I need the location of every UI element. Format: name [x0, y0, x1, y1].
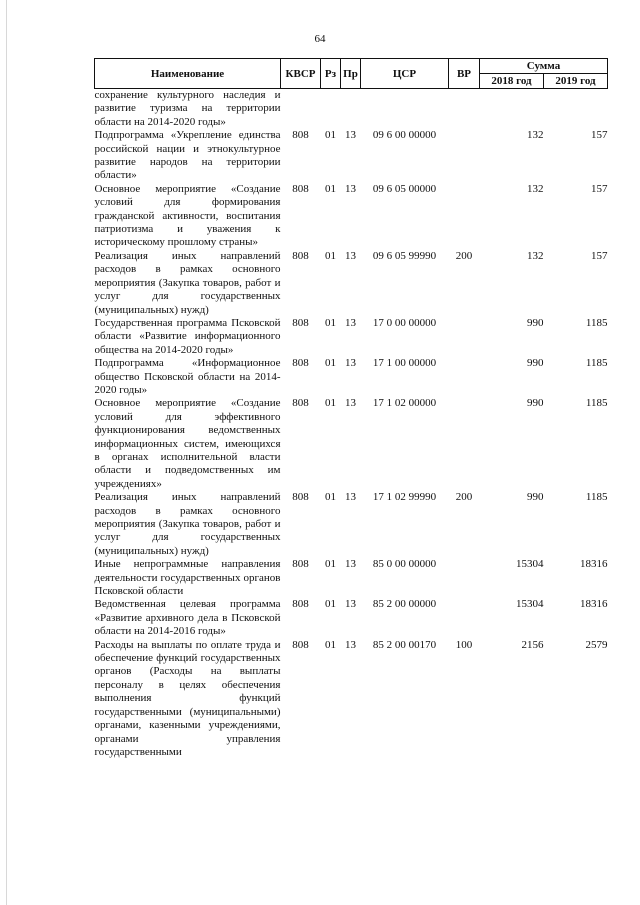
cell-2018: 2156 — [521, 638, 544, 651]
cell-2019: 18316 — [580, 598, 608, 611]
cell-vr: 200 — [455, 249, 473, 262]
header-2018: 2018 год — [480, 74, 544, 89]
cell-2019: 18316 — [580, 558, 608, 571]
cell-kvsr: 808 — [292, 638, 309, 651]
cell-2018 — [480, 89, 544, 130]
cell-vr — [449, 558, 480, 598]
cell-pr — [341, 89, 361, 130]
header-rz: Рз — [321, 59, 341, 89]
cell-2018: 15304 — [516, 598, 544, 611]
cell-name: Подпрограмма «Информационное общество Псковской области на 2014-2020 годы» — [94, 357, 281, 396]
cell-vr — [449, 129, 480, 183]
cell-pr: 13 — [345, 491, 356, 504]
cell-2019: 1185 — [585, 491, 608, 504]
header-name: Наименование — [95, 59, 281, 89]
cell-rz: 01 — [325, 316, 336, 329]
cell-name: Реализация иных направлений расходов в рамках основного мероприятия (Закупка товаров, работ и услуг для государственных (муниципальных) нужд) — [94, 249, 281, 316]
table-row — [95, 491, 608, 558]
cell-vr: 100 — [455, 638, 473, 651]
cell-csr — [361, 89, 449, 130]
cell-vr: 200 — [455, 491, 473, 504]
page-number: 64 — [314, 33, 326, 45]
cell-rz: 01 — [325, 638, 336, 651]
cell-rz: 01 — [325, 491, 336, 504]
cell-2019: 157 — [591, 249, 608, 262]
cell-rz — [321, 89, 341, 130]
header-vr: ВР — [449, 59, 480, 89]
scan-edge-line — [6, 0, 7, 905]
cell-rz: 01 — [325, 182, 336, 195]
cell-name: Подпрограмма «Укрепление единства российской нации и этнокультурное развитие народов на территории области» — [94, 129, 281, 182]
cell-rz: 01 — [325, 129, 336, 142]
cell-2019: 157 — [591, 182, 608, 195]
cell-2019 — [544, 89, 608, 130]
cell-csr: 09 6 00 00000 — [372, 129, 437, 142]
cell-kvsr: 808 — [292, 129, 309, 142]
cell-rz: 01 — [325, 249, 336, 262]
cell-2019: 157 — [591, 129, 608, 142]
cell-2018: 990 — [527, 316, 544, 329]
cell-name: Расходы на выплаты по оплате труда и обеспечение функций государственных органов (Расходы на выплаты персоналу в целях обеспечения выполнения функций государственными (муниципальными) органами, казенными учреждениями, органами управления государственными — [94, 638, 281, 758]
cell-vr — [449, 598, 480, 638]
cell-2018: 132 — [527, 129, 544, 142]
cell-2018: 990 — [527, 357, 544, 370]
cell-csr: 85 0 00 00000 — [372, 558, 437, 571]
cell-pr: 13 — [345, 558, 356, 571]
cell-2019: 1185 — [585, 316, 608, 329]
table-row — [95, 357, 608, 397]
header-kvsr: КВСР — [281, 59, 321, 89]
cell-csr: 09 6 05 00000 — [372, 182, 437, 195]
cell-pr: 13 — [345, 638, 356, 651]
cell-csr: 17 0 00 00000 — [372, 316, 437, 329]
cell-pr: 13 — [345, 249, 356, 262]
cell-vr — [449, 357, 480, 397]
table-row — [95, 129, 608, 183]
cell-kvsr: 808 — [292, 558, 309, 571]
cell-vr — [449, 317, 480, 357]
header-csr: ЦСР — [361, 59, 449, 89]
header-pr: Пр — [341, 59, 361, 89]
cell-name: Реализация иных направлений расходов в рамках основного мероприятия (Закупка товаров, работ и услуг для государственных (муниципальных) нужд) — [94, 491, 281, 557]
cell-kvsr — [281, 89, 321, 130]
cell-rz: 01 — [325, 598, 336, 611]
table-body — [95, 89, 608, 760]
cell-rz: 01 — [325, 558, 336, 571]
cell-2018: 15304 — [516, 558, 544, 571]
table-row — [95, 317, 608, 357]
budget-table — [94, 58, 608, 759]
cell-pr: 13 — [345, 397, 356, 410]
table-row — [95, 558, 608, 598]
cell-2019: 1185 — [585, 397, 608, 410]
cell-pr: 13 — [345, 129, 356, 142]
cell-pr: 13 — [345, 598, 356, 611]
cell-name: Основное мероприятие «Создание условий для формирования гражданской активности, воспитания патриотизма и уважения к историческому прошлому страны» — [94, 182, 281, 249]
table-row — [95, 598, 608, 638]
cell-2018: 990 — [527, 491, 544, 504]
cell-csr: 17 1 02 00000 — [372, 397, 437, 410]
cell-vr — [449, 397, 480, 491]
cell-vr — [449, 183, 480, 250]
cell-rz: 01 — [325, 397, 336, 410]
cell-2018: 132 — [527, 182, 544, 195]
cell-kvsr: 808 — [292, 598, 309, 611]
table-header — [95, 59, 608, 89]
cell-kvsr: 808 — [292, 249, 309, 262]
cell-pr: 13 — [345, 182, 356, 195]
header-sum: Сумма — [480, 59, 608, 74]
cell-kvsr: 808 — [292, 491, 309, 504]
table-row — [95, 89, 608, 130]
cell-name: сохранение культурного наследия и развитие туризма на территории области на 2014-2020 годы» — [94, 89, 281, 128]
cell-kvsr: 808 — [292, 182, 309, 195]
cell-2018: 132 — [527, 249, 544, 262]
cell-csr: 17 1 02 99990 — [372, 491, 437, 504]
cell-2018: 990 — [527, 397, 544, 410]
cell-name: Ведомственная целевая программа «Развитие архивного дела в Псковской области на 2014-2016 годы» — [94, 598, 281, 638]
cell-csr: 09 6 05 99990 — [372, 249, 437, 262]
cell-kvsr: 808 — [292, 357, 309, 370]
cell-2019: 2579 — [585, 638, 608, 651]
cell-csr: 17 1 00 00000 — [372, 357, 437, 370]
cell-name: Иные непрограммные направления деятельности государственных органов Псковской области — [94, 558, 281, 598]
header-2019: 2019 год — [544, 74, 608, 89]
cell-pr: 13 — [345, 357, 356, 370]
cell-name: Основное мероприятие «Создание условий для эффективного функционирования ведомственных информационных систем, имеющихся в органах исполнительной власти области и подведомственных им учреждениях» — [94, 397, 281, 490]
cell-name: Государственная программа Псковской области «Развитие информационного общества на 2014-2020 годы» — [94, 316, 281, 356]
cell-csr: 85 2 00 00000 — [372, 598, 437, 611]
cell-csr: 85 2 00 00170 — [372, 638, 437, 651]
cell-rz: 01 — [325, 357, 336, 370]
cell-kvsr: 808 — [292, 397, 309, 410]
cell-pr: 13 — [345, 316, 356, 329]
cell-2019: 1185 — [585, 357, 608, 370]
table-row — [95, 639, 608, 760]
table-row — [95, 250, 608, 317]
table-row — [95, 397, 608, 491]
cell-kvsr: 808 — [292, 316, 309, 329]
cell-vr — [449, 89, 480, 130]
table-row — [95, 183, 608, 250]
